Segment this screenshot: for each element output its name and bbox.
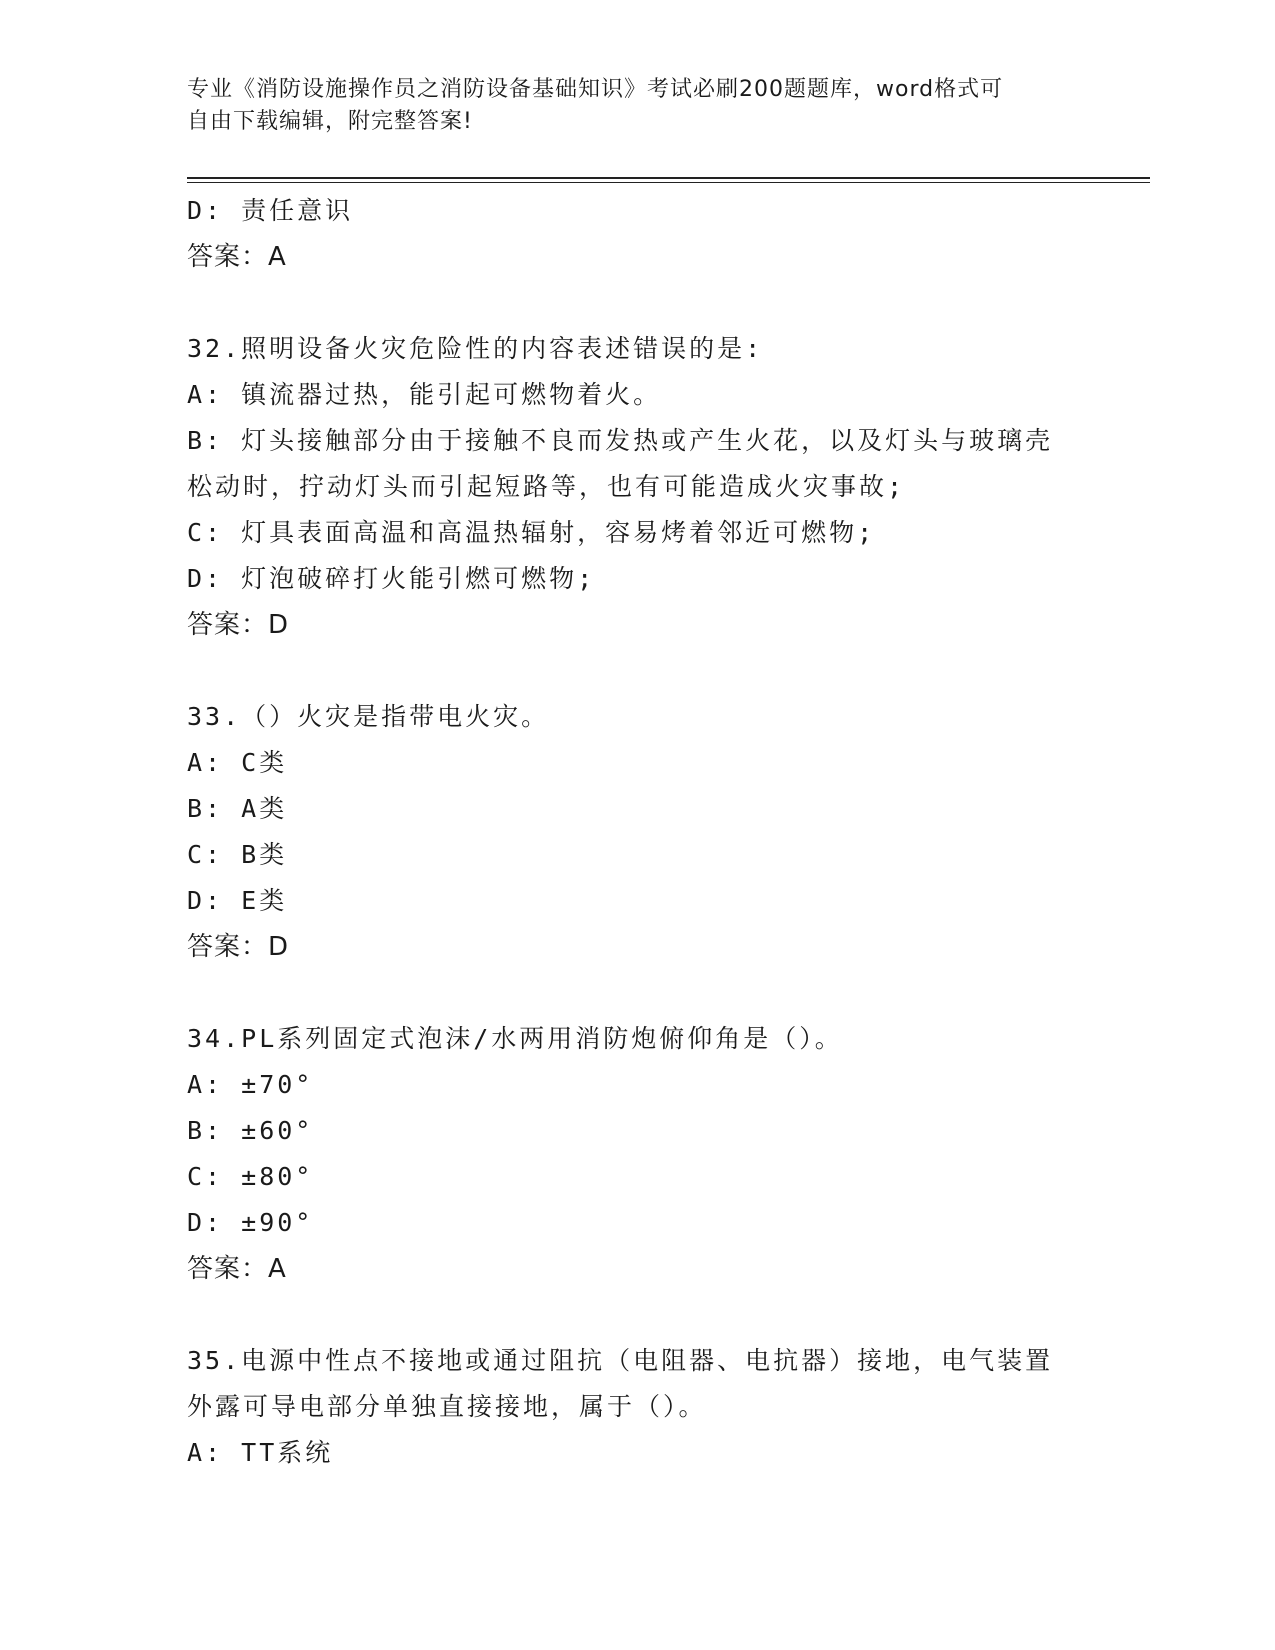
header-title-line-1: 专业《消防设施操作员之消防设备基础知识》考试必刷200题题库，word格式可 [187, 77, 1004, 102]
spacer [187, 1292, 1087, 1338]
question-33-stem: 33.（）火灾是指带电火灾。 [187, 702, 550, 731]
question-31-option-d: D: 责任意识 [187, 196, 354, 225]
question-34-option-d: D: ±90° [187, 1208, 314, 1237]
question-33-option-a: A: C类 [187, 748, 288, 777]
header-divider-thick [187, 177, 1150, 179]
question-32-answer: 答案：D [187, 610, 290, 640]
header-title-line-2: 自由下载编辑，附完整答案! [187, 109, 473, 134]
question-34-option-b: B: ±60° [187, 1116, 314, 1145]
question-32-option-c: C: 灯具表面高温和高温热辐射，容易烤着邻近可燃物; [187, 518, 876, 547]
question-34-stem: 34.PL系列固定式泡沫/水两用消防炮俯仰角是（）。 [187, 1024, 843, 1053]
question-32-option-b-line-1: B: 灯头接触部分由于接触不良而发热或产生火花，以及灯头与玻璃壳 [187, 426, 1054, 455]
question-34-answer: 答案：A [187, 1254, 287, 1284]
question-list [187, 188, 1087, 1476]
question-35-stem-line-2: 外露可导电部分单独直接接地，属于（）。 [187, 1392, 707, 1421]
question-33 [187, 694, 1087, 970]
question-35 [187, 1338, 1087, 1476]
question-33-option-c: C: B类 [187, 840, 288, 869]
page-header [187, 74, 1067, 138]
spacer [187, 970, 1087, 1016]
spacer [187, 280, 1087, 326]
spacer [187, 648, 1087, 694]
question-32-option-a: A: 镇流器过热，能引起可燃物着火。 [187, 380, 662, 409]
question-33-option-d: D: E类 [187, 886, 288, 915]
question-32-stem: 32.照明设备火灾危险性的内容表述错误的是: [187, 334, 764, 363]
question-33-option-b: B: A类 [187, 794, 288, 823]
question-35-option-a: A: TT系统 [187, 1438, 334, 1467]
header-divider-thin [187, 182, 1150, 183]
question-32 [187, 326, 1087, 648]
question-34-option-c: C: ±80° [187, 1162, 314, 1191]
question-35-stem-line-1: 35.电源中性点不接地或通过阻抗（电阻器、电抗器）接地，电气装置 [187, 1346, 1054, 1375]
question-34-option-a: A: ±70° [187, 1070, 314, 1099]
question-32-option-d: D: 灯泡破碎打火能引燃可燃物; [187, 564, 596, 593]
question-32-option-b-line-2: 松动时，拧动灯头而引起短路等，也有可能造成火灾事故; [187, 472, 906, 501]
question-31-answer: 答案：A [187, 242, 287, 272]
question-33-answer: 答案：D [187, 932, 290, 962]
question-31-tail [187, 188, 1087, 280]
question-34 [187, 1016, 1087, 1292]
